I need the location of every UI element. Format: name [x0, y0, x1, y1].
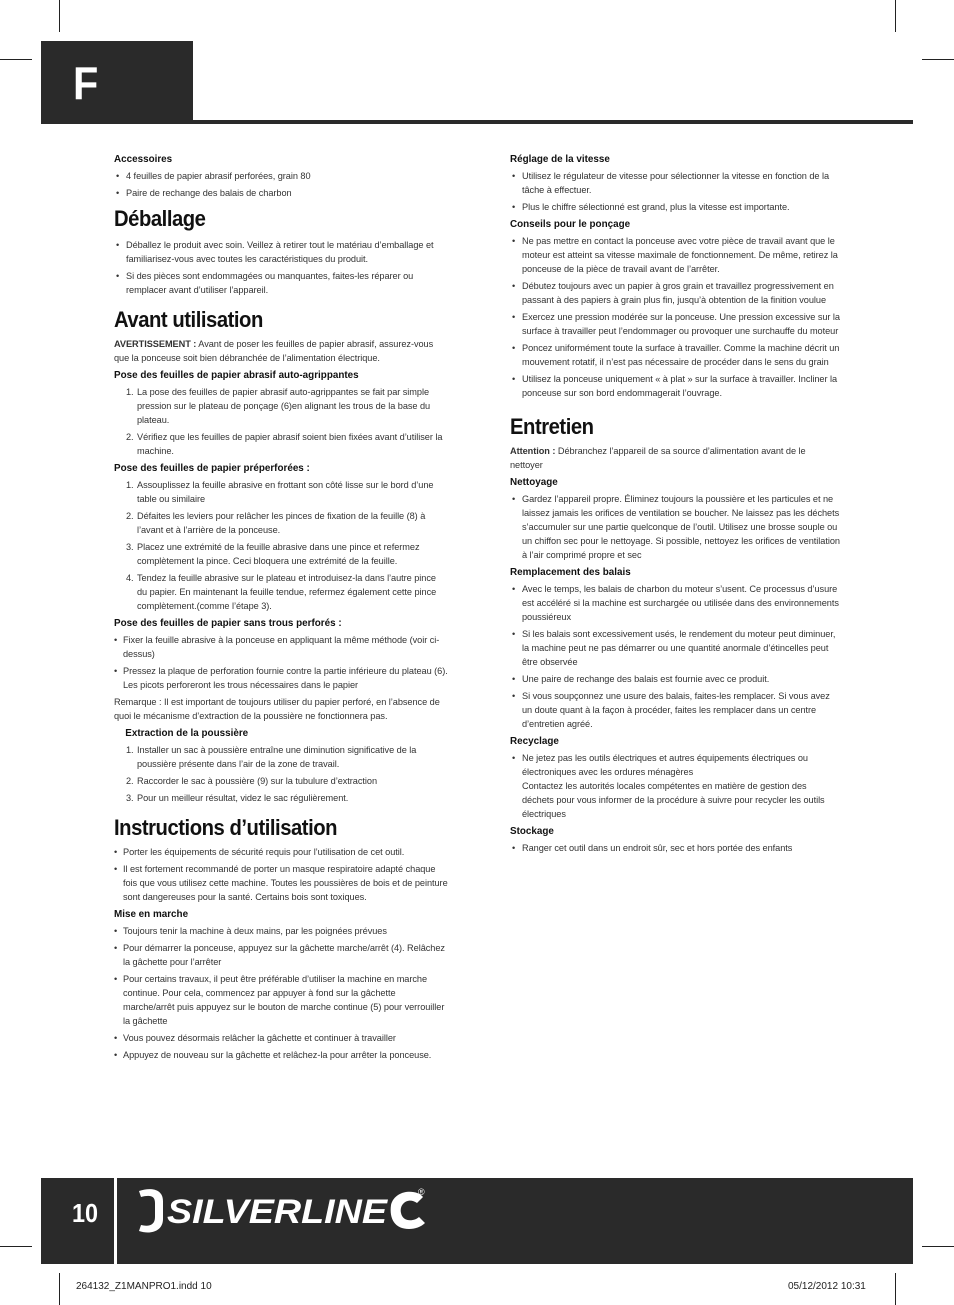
conseils-heading: Conseils pour le ponçage	[510, 218, 631, 230]
auto-agrippantes-list	[114, 385, 448, 458]
list-item: • Fixer la feuille abrasive à la ponceuse en appliquant la même méthode (voir ci-dessus)	[114, 633, 448, 661]
conseils-list	[510, 234, 840, 400]
list-item: • Gardez l’appareil propre. Éliminez toujours la poussière et les particules et ne laissez jamais les orifices de ventilation se boucher. Ne laissez pas les déchets s’accumuler sur une partie quelconque de l’outil. Utilisez une brosse souple ou un chiffon sec pour le nettoyage. Si possible, nettoyez les orifices de ventilation à l’air comprimé propre et sec	[510, 492, 840, 562]
recyclage-list	[510, 751, 840, 821]
logo-wordmark: SILVERLINE	[167, 1193, 389, 1231]
vitesse-list	[510, 169, 840, 214]
list-item	[126, 743, 448, 771]
list-item: • Toujours tenir la machine à deux mains, par les poignées prévues	[114, 924, 448, 938]
list-item: • Avec le temps, les balais de charbon du moteur s’usent. Ce processus d’usure est accéléré si la machine est surchargée ou utilisée dans des environnements poussiéreux	[510, 582, 840, 624]
item-text: Défaites les leviers pour relâcher les pinces de fixation de la feuille (8) à l’avant et à l’arrière de la ponceuse.	[137, 511, 426, 535]
list-item: • Ranger cet outil dans un endroit sûr, sec et hors portée des enfants	[510, 841, 840, 855]
item-text: Raccorder le sac à poussière (9) sur la tubulure d’extraction	[137, 776, 378, 786]
list-item: • Pour certains travaux, il peut être préférable d’utiliser la machine en marche continue. Pour cela, commencez par appuyer à fond sur la gâchette marche/arrêt puis appuyez sur le bouton de marche continue (5) pour verrouiller la gâchette	[114, 972, 448, 1028]
extraction-list	[114, 743, 448, 805]
stockage-heading: Stockage	[510, 825, 554, 837]
mise-en-marche-heading: Mise en marche	[114, 908, 189, 920]
nettoyage-heading: Nettoyage	[510, 476, 558, 488]
crop-mark	[59, 1273, 60, 1305]
remarque-paragraph: Remarque : Il est important de toujours utiliser du papier perforé, en l’absence de quoi le mécanisme d’extraction de la poussière ne fonctionnera pas.	[114, 697, 440, 721]
preperforees-list	[114, 478, 448, 613]
instructions-heading: Instructions d’utilisation	[114, 815, 338, 840]
recyclage-heading: Recyclage	[510, 735, 559, 747]
language-tab	[41, 41, 193, 123]
list-item: • Paire de rechange des balais de charbon	[114, 186, 448, 200]
item-text: Vérifiez que les feuilles de papier abrasif soient bien fixées avant d’utiliser la machine.	[137, 432, 443, 456]
balais-list	[510, 582, 840, 731]
list-item: • Appuyez de nouveau sur la gâchette et relâchez-la pour arrêter la ponceuse.	[114, 1048, 448, 1062]
list-item	[126, 791, 448, 805]
attention-text: Débranchez l’appareil de sa source d’alimentation avant de le nettoyer	[510, 446, 806, 470]
list-item: • 4 feuilles de papier abrasif perforées, grain 80	[114, 169, 448, 183]
silverline-logo	[133, 1183, 433, 1239]
item-text: La pose des feuilles de papier abrasif auto-agrippantes se fait par simple pression sur le plateau de ponçage (6)en alignant les trous de la base du plateau.	[137, 387, 431, 425]
list-item	[126, 478, 448, 506]
slug-filename: 264132_Z1MANPRO1.indd 10	[76, 1281, 212, 1292]
language-letter: F	[73, 57, 99, 109]
list-item: • Si des pièces sont endommagées ou manquantes, faites-les réparer ou remplacer avant d’utiliser l’appareil.	[114, 269, 448, 297]
item-number: 3.	[126, 542, 134, 552]
entretien-heading: Entretien	[510, 414, 594, 439]
item-text: Pour un meilleur résultat, videz le sac régulièrement.	[137, 793, 349, 803]
avertissement-text: Avant de poser les feuilles de papier abrasif, assurez-vous que la ponceuse soit bien débranchée de l’alimentation électrique.	[114, 339, 434, 363]
accessoires-list	[114, 169, 448, 200]
list-item	[126, 571, 448, 613]
crop-mark	[922, 59, 954, 60]
item-number: 1.	[126, 480, 134, 490]
auto-agrippantes-heading: Pose des feuilles de papier abrasif auto-agrippantes	[114, 369, 359, 381]
list-item: • Débutez toujours avec un papier à gros grain et travaillez progressivement en passant à des papiers à grain plus fin, jusqu’à obtention de la finition voulue	[510, 279, 840, 307]
item-text: Placez une extrémité de la feuille abrasive dans une pince et refermez complètement la pince. Ceci bloquera une extrémité de la feuille.	[137, 542, 420, 566]
list-item: • Poncez uniformément toute la surface à travailler. Comme la machine décrit un mouvement rotatif, il n’est pas nécessaire de procéder dans le sens du grain	[510, 341, 840, 369]
list-item: • Utilisez le régulateur de vitesse pour sélectionner la vitesse en fonction de la tâche à effectuer.	[510, 169, 840, 197]
page-number: 10	[72, 1198, 99, 1228]
sans-trous-list	[114, 633, 448, 692]
list-item: • Utilisez la ponceuse uniquement « à plat » sur la surface à travailler. Incliner la ponceuse sur son bord endommagerait l’ouvrage.	[510, 372, 840, 400]
deballage-heading: Déballage	[114, 206, 206, 231]
recyclage-item-cont: Contactez les autorités locales compétentes en matière de gestion des déchets pour vous informer de la procédure à suivre pour recycler les outils électriques	[522, 781, 825, 819]
item-number: 1.	[126, 387, 134, 397]
crop-mark	[0, 59, 32, 60]
item-number: 4.	[126, 573, 134, 583]
mise-en-marche-list	[114, 924, 448, 1062]
preperforees-heading: Pose des feuilles de papier préperforées :	[114, 462, 310, 474]
logo-hook-left	[139, 1189, 163, 1232]
list-item	[126, 509, 448, 537]
slug-date: 05/12/2012 10:31	[788, 1281, 866, 1292]
avant-heading: Avant utilisation	[114, 307, 263, 332]
crop-mark	[0, 1246, 32, 1247]
list-item: • Pressez la plaque de perforation fournie contre la partie inférieure du plateau (6). Les picots perforeront les trous nécessaires dans le papier	[114, 664, 448, 692]
item-number: 2.	[126, 776, 134, 786]
crop-mark	[922, 1246, 954, 1247]
list-item: • Plus le chiffre sélectionné est grand, plus la vitesse est importante.	[510, 200, 840, 214]
nettoyage-list	[510, 492, 840, 562]
extraction-heading: Extraction de la poussière	[125, 727, 249, 739]
left-column	[114, 152, 448, 1065]
attention-paragraph	[510, 444, 840, 472]
balais-heading: Remplacement des balais	[510, 566, 631, 578]
list-item: • Ne pas mettre en contact la ponceuse avec votre pièce de travail avant que le moteur est atteint sa vitesse maximale de fonctionnement. De même, retirez la ponceuse de la pièce de travail avant de l’arrêter.	[510, 234, 840, 276]
list-item: • Vous pouvez désormais relâcher la gâchette et continuer à travailler	[114, 1031, 448, 1045]
item-text: Installer un sac à poussière entraîne une diminution significative de la poussière présente dans l’air de la zone de travail.	[137, 745, 417, 769]
footer-separator	[114, 1178, 117, 1264]
crop-mark	[895, 1273, 896, 1305]
list-item: • Si vous soupçonnez une usure des balais, faites-les remplacer. Si vous avez un doute quant à la façon à procéder, faites les remplacer dans un centre d’entretien agréé.	[510, 689, 840, 731]
list-item: • Il est fortement recommandé de porter un masque respiratoire adapté chaque fois que vous utilisez cette machine. Toutes les poussières de bois et de peinture sont dangereuses pour la santé. Certains bois sont toxiques.	[114, 862, 448, 904]
item-text: Assouplissez la feuille abrasive en frottant son côté lisse sur le bord d’une table ou similaire	[137, 480, 434, 504]
list-item: • Déballez le produit avec soin. Veillez à retirer tout le matériau d’emballage et familiarisez-vous avec toutes les caractéristiques du produit.	[114, 238, 448, 266]
deballage-list	[114, 238, 448, 297]
registered-mark: ®	[418, 1187, 425, 1197]
logo-hook-right	[391, 1192, 425, 1229]
list-item: • Une paire de rechange des balais est fournie avec ce produit.	[510, 672, 840, 686]
list-item	[510, 751, 840, 821]
list-item: • Si les balais sont excessivement usés, le rendement du moteur peut diminuer, la machine peut ne pas démarrer ou une quantité anormale d’étincelles peut être observée	[510, 627, 840, 669]
sans-trous-heading: Pose des feuilles de papier sans trous perforés :	[114, 617, 342, 629]
list-item	[126, 774, 448, 788]
list-item: • Pour démarrer la ponceuse, appuyez sur la gâchette marche/arrêt (4). Relâchez la gâchette pour l’arrêter	[114, 941, 448, 969]
item-text: Tendez la feuille abrasive sur le plateau et introduisez-la dans l’autre pince du papier. En maintenant la feuille tendue, refermez également cette pince complètement.(comme l’étape 3).	[137, 573, 437, 611]
crop-mark	[895, 0, 896, 32]
list-item	[126, 385, 448, 427]
item-number: 3.	[126, 793, 134, 803]
right-column	[510, 152, 840, 858]
attention-label: Attention :	[510, 446, 556, 456]
item-number: 1.	[126, 745, 134, 755]
list-item	[126, 540, 448, 568]
item-number: 2.	[126, 432, 134, 442]
crop-mark	[59, 0, 60, 32]
item-number: 2.	[126, 511, 134, 521]
avertissement-label: AVERTISSEMENT :	[114, 339, 197, 349]
list-item: • Exercez une pression modérée sur la ponceuse. Une pression excessive sur la surface à travailler peut l’endommager ou provoquer une surchauffe du moteur	[510, 310, 840, 338]
accessoires-heading: Accessoires	[114, 153, 173, 165]
avertissement-paragraph	[114, 337, 448, 365]
instructions-list	[114, 845, 448, 904]
recyclage-item: Ne jetez pas les outils électriques et autres équipements électriques ou électroniques avec les ordures ménagères	[522, 753, 808, 777]
list-item	[126, 430, 448, 458]
header-rule	[41, 120, 913, 124]
list-item: • Porter les équipements de sécurité requis pour l’utilisation de cet outil.	[114, 845, 448, 859]
stockage-list	[510, 841, 840, 855]
vitesse-heading: Réglage de la vitesse	[510, 153, 610, 165]
